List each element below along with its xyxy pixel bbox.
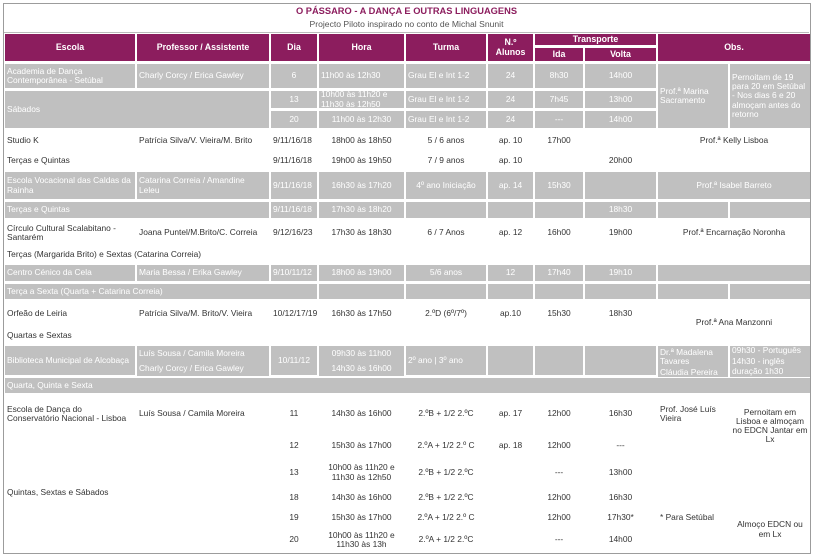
- empty-cell: [406, 284, 486, 299]
- header-professor: Professor / Assistente: [137, 34, 269, 61]
- empty-cell: [730, 489, 810, 506]
- empty-cell: [585, 172, 656, 199]
- schedule-note: Sábados: [5, 91, 269, 128]
- hours: 16h30 às 17h50: [319, 302, 404, 325]
- transport-ida: 15h30: [535, 302, 583, 325]
- day: 6: [271, 64, 317, 88]
- empty-cell: [585, 346, 656, 375]
- transport-volta: 18h30: [585, 302, 656, 325]
- header-dia: Dia: [271, 34, 317, 61]
- students: 24: [488, 64, 533, 88]
- hours: 14h30 às 16h00: [319, 396, 404, 432]
- hours: 11h00 às 12h30: [319, 111, 404, 128]
- empty-cell: [585, 284, 656, 299]
- schedule-note: Terças e Quintas: [5, 202, 269, 218]
- professor: Catarina Correia / Amandine Leleu: [137, 172, 269, 199]
- students: ap. 12: [488, 221, 533, 245]
- hours: 18h00 às 18h50: [319, 131, 404, 150]
- hours: 19h00 às 19h50: [319, 153, 404, 169]
- document-title: O PÁSSARO - A DANÇA E OUTRAS LINGUAGENS: [295, 6, 518, 16]
- empty-cell: [585, 328, 656, 343]
- empty-cell: [730, 248, 810, 262]
- class: 2.ºA + 1/2 2.º C: [406, 435, 486, 456]
- observation: Almoço EDCN ou em Lx: [730, 509, 810, 550]
- transport-ida: 12h00: [535, 435, 583, 456]
- transport-volta: 14h00: [585, 64, 656, 88]
- transport-ida: ---: [535, 459, 583, 486]
- class: Grau El e Int 1-2: [406, 111, 486, 128]
- empty-cell: [535, 284, 583, 299]
- professor: Patrícia Silva/V. Vieira/M. Brito: [137, 131, 269, 150]
- empty-cell: [535, 202, 583, 218]
- header-hora: Hora: [319, 34, 404, 61]
- empty-cell: [488, 248, 533, 262]
- empty-cell: [730, 284, 810, 299]
- schedule-note: Quarta, Quinta e Sexta: [5, 378, 810, 393]
- transport-volta: 19h00: [585, 221, 656, 245]
- empty-cell: [585, 131, 656, 150]
- empty-cell: [658, 435, 728, 456]
- empty-cell: [406, 248, 486, 262]
- professor: Charly Corcy / Erica Gawley: [137, 362, 269, 376]
- transport-volta: 14h00: [585, 111, 656, 128]
- class: 5/6 anos: [406, 265, 486, 281]
- day: 10/12/17/19: [271, 302, 317, 325]
- schedule-note: Quintas, Sextas e Sábados: [5, 459, 269, 527]
- class: 6 / 7 Anos: [406, 221, 486, 245]
- students: ap. 14: [488, 172, 533, 199]
- observation: Prof.ª Kelly Lisboa: [658, 131, 810, 150]
- empty-cell: [319, 284, 404, 299]
- day: 20: [271, 111, 317, 128]
- school-name: Centro Cénico da Cela: [5, 265, 135, 281]
- day: 12: [271, 435, 317, 456]
- day: 13: [271, 91, 317, 108]
- observation: Cláudia Pereira: [658, 368, 728, 377]
- day: 13: [271, 459, 317, 486]
- observation: 09h30 - Português: [730, 346, 810, 356]
- empty-cell: [658, 489, 728, 506]
- empty-cell: [319, 248, 404, 262]
- observation: Pernoitam de 19 para 20 em Setúbal - Nos dias 6 e 20 almoçam antes do retorno: [730, 64, 810, 128]
- students: ap.10: [488, 302, 533, 325]
- professor: Patrícia Silva/M. Brito/V. Vieira: [137, 302, 269, 325]
- students: ap. 10: [488, 131, 533, 150]
- transport-volta: 13h00: [585, 91, 656, 108]
- transport-ida: 7h45: [535, 91, 583, 108]
- transport-ida: 17h40: [535, 265, 583, 281]
- empty-cell: [730, 202, 810, 218]
- day: 20: [271, 530, 317, 550]
- hours: 17h30 às 18h30: [319, 221, 404, 245]
- empty-cell: [535, 328, 583, 343]
- header-ida: Ida: [535, 48, 583, 61]
- hours: 17h30 às 18h20: [319, 202, 404, 218]
- transport-ida: 15h30: [535, 172, 583, 199]
- empty-cell: [488, 346, 533, 375]
- school-name: Orfeão de Leiria: [5, 302, 135, 325]
- day: 9/11/16/18: [271, 153, 317, 169]
- students: ap. 18: [488, 435, 533, 456]
- header-obs: Obs.: [658, 34, 810, 61]
- day: 9/11/16/18: [271, 172, 317, 199]
- school-name: Escola Vocacional das Caldas da Rainha: [5, 172, 135, 199]
- observation: Prof.ª Marina Sacramento: [658, 64, 728, 128]
- school-name: Escola de Dança do Conservatório Nacional - Lisboa: [5, 396, 135, 432]
- day: 9/12/16/23: [271, 221, 317, 245]
- empty-cell: [488, 530, 533, 550]
- school-name: Studio K: [5, 131, 135, 150]
- class: 2º ano | 3º ano: [406, 346, 486, 375]
- transport-ida: 17h00: [535, 131, 583, 150]
- schedule-note: Terças (Margarida Brito) e Sextas (Catarina Correia): [5, 248, 317, 262]
- header-volta: Volta: [585, 48, 656, 61]
- empty-cell: [730, 459, 810, 486]
- empty-cell: [488, 509, 533, 527]
- empty-cell: [488, 202, 533, 218]
- day: 9/11/16/18: [271, 202, 317, 218]
- transport-ida: ---: [535, 530, 583, 550]
- class: Grau El e Int 1-2: [406, 91, 486, 108]
- observation: 14h30 - inglês duração 1h30: [730, 356, 810, 377]
- document-header: [4, 4, 809, 33]
- empty-cell: [5, 435, 269, 456]
- professor: Charly Corcy / Erica Gawley: [137, 64, 269, 88]
- students: 24: [488, 111, 533, 128]
- empty-cell: [658, 284, 728, 299]
- observation: Prof.ª Isabel Barreto: [658, 172, 810, 199]
- professor: Luís Sousa / Camila Moreira: [137, 396, 269, 432]
- observation: Dr.ª Madalena Tavares: [658, 346, 728, 368]
- empty-cell: [271, 328, 317, 343]
- hours: 16h30 às 17h20: [319, 172, 404, 199]
- observation: Prof. José Luís Vieira: [658, 396, 728, 432]
- day: 10/11/12: [271, 346, 317, 375]
- transport-volta: 20h00: [585, 153, 656, 169]
- empty-cell: [406, 328, 486, 343]
- students: ap. 17: [488, 396, 533, 432]
- header-escola: Escola: [5, 34, 135, 61]
- empty-cell: [5, 530, 269, 550]
- empty-cell: [535, 346, 583, 375]
- transport-ida: 16h00: [535, 221, 583, 245]
- transport-volta: 17h30*: [585, 509, 656, 527]
- hours: 10h00 às 11h20 e 11h30 às 13h: [319, 530, 404, 550]
- professor: Maria Bessa / Erika Gawley: [137, 265, 269, 281]
- empty-cell: [319, 328, 404, 343]
- transport-ida: 8h30: [535, 64, 583, 88]
- class: 2.ºB + 1/2 2.ºC: [406, 459, 486, 486]
- schedule-note: Terças e Quintas: [5, 153, 269, 169]
- class: 2.ºB + 1/2 2.ºC: [406, 396, 486, 432]
- class: 2.ºB + 1/2 2.ºC: [406, 489, 486, 506]
- hours: 18h00 às 19h00: [319, 265, 404, 281]
- transport-ida: ---: [535, 111, 583, 128]
- transport-volta: 13h00: [585, 459, 656, 486]
- empty-cell: [658, 265, 810, 281]
- class: 5 / 6 anos: [406, 131, 486, 150]
- day: 11: [271, 396, 317, 432]
- students: 12: [488, 265, 533, 281]
- students: ap. 10: [488, 153, 533, 169]
- observation: Pernoitam em Lisboa e almoçam no EDCN Jantar em Lx: [730, 396, 810, 456]
- transport-ida: 12h00: [535, 396, 583, 432]
- school-name: Círculo Cultural Scalabitano - Santarém: [5, 221, 135, 245]
- hours: 15h30 às 17h00: [319, 435, 404, 456]
- document-subtitle: Projecto Piloto inspirado no conto de Michal Snunit: [309, 19, 504, 29]
- transport-volta: 18h30: [585, 202, 656, 218]
- empty-cell: [535, 248, 583, 262]
- transport-volta: 16h30: [585, 489, 656, 506]
- hours: 14h30 às 16h00: [319, 362, 404, 376]
- transport-volta: ---: [585, 435, 656, 456]
- school-name: Academia de Dança Contemporânea - Setúbal: [5, 64, 135, 88]
- transport-ida: 12h00: [535, 509, 583, 527]
- professor: Joana Puntel/M.Brito/C. Correia: [137, 221, 269, 245]
- header-turma: Turma: [406, 34, 486, 61]
- observation: Prof.ª Encarnação Noronha: [658, 221, 810, 245]
- day: 9/11/16/18: [271, 131, 317, 150]
- observation: Prof.ª Ana Manzonni: [658, 302, 810, 343]
- empty-cell: [658, 248, 728, 262]
- class: 7 / 9 anos: [406, 153, 486, 169]
- school-name: Biblioteca Municipal de Alcobaça: [5, 346, 135, 375]
- hours: 10h00 às 11h20 e 11h30 às 12h50: [319, 459, 404, 486]
- professor: Luís Sousa / Camila Moreira: [137, 346, 269, 362]
- empty-cell: [658, 459, 728, 486]
- class: 2.ºD (6º/7º): [406, 302, 486, 325]
- class: Grau El e Int 1-2: [406, 64, 486, 88]
- schedule-note: Quartas e Sextas: [5, 328, 269, 343]
- students: 24: [488, 91, 533, 108]
- empty-cell: [488, 284, 533, 299]
- empty-cell: [658, 530, 728, 550]
- empty-cell: [488, 459, 533, 486]
- class: 2.ºA + 1/2 2.ºC: [406, 530, 486, 550]
- day: 18: [271, 489, 317, 506]
- empty-cell: [406, 202, 486, 218]
- day: 9/10/11/12: [271, 265, 317, 281]
- hours: 14h30 às 16h00: [319, 489, 404, 506]
- header-alunos: N.º Alunos: [488, 34, 533, 61]
- transport-ida: 12h00: [535, 489, 583, 506]
- transport-volta: 16h30: [585, 396, 656, 432]
- empty-cell: [585, 248, 656, 262]
- class: 2.ºA + 1/2 2.º C: [406, 509, 486, 527]
- class: 4º ano Iniciação: [406, 172, 486, 199]
- schedule-note: Terça a Sexta (Quarta + Catarina Correia): [5, 284, 317, 299]
- transport-volta: 14h00: [585, 530, 656, 550]
- empty-cell: [488, 328, 533, 343]
- empty-cell: [658, 153, 810, 169]
- hours: 15h30 às 17h00: [319, 509, 404, 527]
- empty-cell: [535, 153, 583, 169]
- transport-volta: 19h10: [585, 265, 656, 281]
- observation: * Para Setúbal: [658, 509, 728, 527]
- day: 19: [271, 509, 317, 527]
- empty-cell: [658, 202, 728, 218]
- empty-cell: [488, 489, 533, 506]
- hours: 10h00 às 11h20 e 11h30 às 12h50: [319, 91, 404, 108]
- header-transporte: Transporte: [535, 34, 656, 45]
- hours: 09h30 às 11h00: [319, 346, 404, 362]
- hours: 11h00 às 12h30: [319, 64, 404, 88]
